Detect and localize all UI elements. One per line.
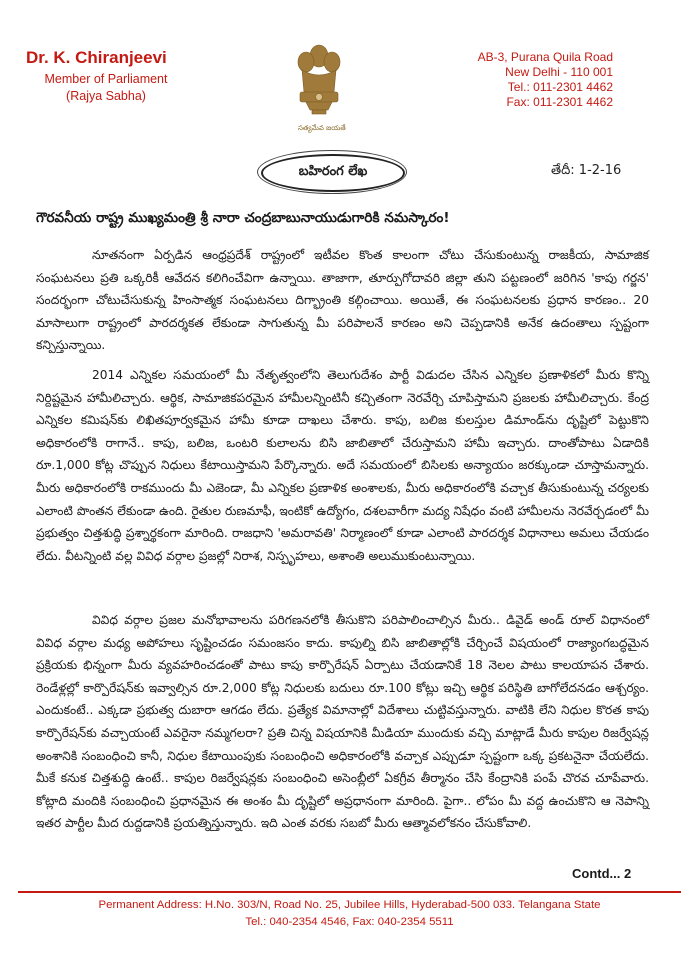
footer-divider <box>18 891 681 893</box>
address-line: AB-3, Purana Quila Road <box>477 50 613 64</box>
emblem-caption: సత్యమేవ జయతే <box>298 124 346 132</box>
paragraph: నూతనంగా ఏర్పడిన ఆంధ్రప్రదేశ్ రాష్ట్రంలో ఇటీవల కొంత కాలంగా చోటు చేసుకుంటున్న రాజకీయ, సామాజిక సంఘటనలు ప్రతి ఒక్కరికీ ఆవేదన కలిగించేవిగా ఉన్నాయి. తాజాగా, తూర్పుగోదావరి జిల్లా తుని పట్టణంలో జరిగిన 'కాపు గర్జన' సందర్భంగా చోటుచేసుకున్న హింసాత్మక సంఘటనలు దిగ్భ్రాంతి కల్గించాయి. అయితే, ఈ సంఘటనలకు ప్రధాన కారణం.. 20 మాసాలుగా రాష్ట్రంలో పారదర్శకత లేకుండా సాగుతున్న మీ పరిపాలనే కారణం అని చెప్పడానికి అనేక ఉదంతాలు స్పష్టంగా కన్పిస్తున్నాయి. <box>36 248 649 353</box>
letter-title: బహిరంగ లేఖ <box>261 154 405 192</box>
salutation: గౌరవనీయ రాష్ట్ర ముఖ్యమంత్రి శ్రీ నారా చంద్రబాబునాయుడుగారికి నమస్కారం! <box>36 210 450 226</box>
address-line: New Delhi - 110 001 <box>505 65 613 79</box>
sender-designation: Member of Parliament <box>44 72 168 86</box>
office-address <box>478 50 613 110</box>
paragraph: వివిధ వర్గాల ప్రజల మనోభావాలను పరిగణనలోకి తీసుకొని పరిపాలించాల్సిన మీరు.. డివైడ్ అండ్ రూల్ విధానంలో వివిధ వర్గాల మధ్య అపోహలు సృష్టించడం సమంజసం కాదు. కాపుల్ని బిసి జాబితాల్లోకి చేర్చించే విషయంలో రాజ్యాంగబద్ధమైన ప్రక్రియకు భిన్నంగా మీరు వ్యవహరించడంతో పాటు కాపు కార్పొరేషన్ ఏర్పాటు చేయడానికే 18 నెలల పాటు కాలయాపన చేశారు. రెండేళ్లల్లో కార్పొరేషన్‌కు ఇవ్వాల్సిన రూ.2,000 కోట్ల నిధులకు బదులు రూ.100 కోట్లు ఇచ్చి ఆర్థిక పరిస్థితి బాగోలేదనడం ఆశ్చర్యం. ఎందుకంటే.. ఎక్కడా ప్రభుత్వ దుబారా ఆగడం లేదు. ప్రత్యేక విమానాల్లో విదేశాలు చుట్టివస్తున్నారు. వాటికి లేని నిధుల కొరత కాపు కార్పొరేషన్‌కు వచ్చాయంటే ఎవరైనా నమ్మగలరా? ప్రతి చిన్న విషయానికి మీడియా ముందుకు వచ్చి మాట్లాడే మీరు కాపుల రిజర్వేషన్ల అంశానికి సంబంధించి కానీ, నిధుల కేటాయింపుకు సంబంధించి అధికారంలోకి వచ్చాక ఎప్పుడూ స్పష్టంగా ఒక్క ప్రకటనైనా చేయలేదు. మీకే కనుక చిత్తశుద్ధి ఉంటే.. కాపుల రిజర్వేషన్లకు సంబంధించి అసెంబ్లీలో ఏకగ్రీవ తీర్మానం చేసి కేంద్రానికి పంపే చొరవ చూపేవారు. కోట్లాది మందికి సంబంధించి ప్రధానమైన ఈ అంశం మీ దృష్టిలో అప్రధానంగా మారింది. పైగా.. లోపం మీ వద్ద ఉంచుకొని ఆ నెపాన్ని ఇతర పార్టీల మీద రుద్దడానికి ప్రయత్నిస్తున్నారు. ఇది ఎంత వరకు సబబో మీరు ఆత్మావలోకనం చేసుకోవాలి. <box>36 613 649 831</box>
footer-contact: Tel.: 040-2354 4546, Fax: 040-2354 5511 <box>245 916 454 928</box>
address-line: Tel.: 011-2301 4462 <box>507 80 613 94</box>
continued-marker: Contd... 2 <box>572 866 632 881</box>
letter-date: తేదీ: 1-2-16 <box>551 163 622 178</box>
sender-house: (Rajya Sabha) <box>66 89 146 103</box>
sender-block <box>26 48 186 103</box>
paragraph: 2014 ఎన్నికల సమయంలో మీ నేతృత్వంలోని తెలుగుదేశం పార్టీ విడుదల చేసిన ఎన్నికల ప్రణాళికలో మీరు కొన్ని నిర్దిష్టమైన హామీలిచ్చారు. ఆర్థిక, సామాజికపరమైన హామీలన్నింటినీ కచ్చితంగా నెరవేర్చి చూపిస్తామని ప్రజలకు హామీలిచ్చారు. కేంద్ర ఎన్నికల కమిషన్‌కు లిఖితపూర్వకమైన హామీ కూడా దాఖలు చేశారు. కాపు, బలిజ కులస్తుల డిమాండ్‌ను దృష్టిలో పెట్టుకొని అధికారంలోకి రాగానే.. కాపు, బలిజ, ఒంటరి కులాలను బిసి జాబితాలో చేరుస్తామని హామీ ఇచ్చారు. దాంతోపాటు ఏడాదికి రూ.1,000 కోట్ల చొప్పున నిధులు కేటాయిస్తామని పేర్కొన్నారు. అదే సమయంలో బిసిలకు అన్యాయం జరక్కుండా చూస్తామన్నారు. మీరు అధికారంలోకి రాకముందు మీ ఎజెండా, మీ ఎన్నికల ప్రణాళిక అంశాలకు, మీరు అధికారంలోకి వచ్చాక తీసుకుంటున్న చర్యలకు ఎలాంటి పొంతన లేకుండా ఉంది. రైతుల రుణమాఫీ, ఇంటికో ఉద్యోగం, దశలవారీగా మద్య నిషేధం వంటి హామీలను నెరవేర్చడంలో మీ ప్రభుత్వం చిత్తశుద్ధి ప్రశ్నార్థకంగా మారింది. రాజధాని 'అమరావతి' నిర్మాణంలో కూడా ఎలాంటి పారదర్శక విధానాలు అమలు చేయడం లేదు. వీటన్నింటి వల్ల వివిధ వర్గాల ప్రజల్లో నిరాశ, నిస్పృహలు, అశాంతి అలుముకుంటున్నాయి. <box>36 368 649 563</box>
permanent-address: Permanent Address: H.No. 303/N, Road No. 25, Jubilee Hills, Hyderabad-500 033. Telangana State <box>98 899 601 911</box>
national-emblem-icon <box>292 40 346 130</box>
address-line: Fax: 011-2301 4462 <box>506 95 613 109</box>
footer <box>18 897 681 931</box>
sender-name: Dr. K. Chiranjeevi <box>26 48 167 67</box>
